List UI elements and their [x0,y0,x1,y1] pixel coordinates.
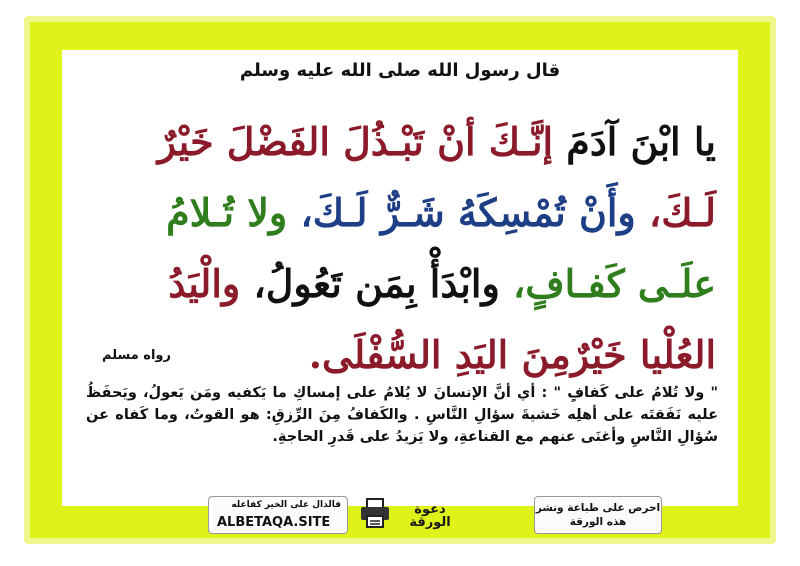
hadith-line [92,319,716,390]
hadith-segment: والْيَدُ [168,261,241,306]
site-box[interactable] [208,496,348,534]
printer-icon [358,496,392,530]
hadith-segment: مِنَ اليَدِ السُّفْلَى. [308,332,571,377]
hadith-segment: يا ابْنَ آدَمَ [553,119,716,164]
site-tagline: فالدال على الخير كفاعله [231,500,341,510]
content-card [62,50,738,506]
hadith-segment: وابْدَأْ بِمَن تَعُولُ، [240,261,500,306]
hadith-segment: وأَنْ تُمْسِكَهُ شَـرٌّ لَـكَ، [287,190,636,235]
page-title: قال رسول الله صلى الله عليه وسلم [239,60,561,81]
hadith-segment: لَـكَ، [635,190,716,235]
hadith-line [92,248,716,319]
hadith-line [92,177,716,248]
print-note: احرص على طباعة ونشر هذه الورقة [534,496,662,534]
hadith-segment: إنَّـكَ أنْ تَبْـذُلَ الفَضْلَ خَيْرٌ [157,119,554,164]
hadith-segment: العُلْيا خَيْرٌ [570,332,716,377]
narrator-label: رواه مسلم [102,348,171,363]
hadith-segment: ولا تُـلامُ [166,190,288,235]
hadith-segment: علَـى كَفـافٍ، [499,261,716,306]
site-link[interactable]: ALBETAQA.SITE [217,515,331,530]
hadith-text [92,106,716,390]
hadith-line [92,106,716,177]
explanation-text: " ولا تُلامُ على كَفافٍ " : أي أنَّ الإنسانَ لا يُلامُ على إمساكِ ما يَكفيه ومَن يَعولُ، ويَحفَظُ عليه نَفَقتَه على أهلِه خَشيةَ سؤالِ النَّاسِ . والكَفافُ مِنَ الرِّزقِ: هو القوتُ، وما كَفاه عن سُؤالِ النَّاسِ وأغنَى عنهم مع القناعةِ، ولا يَزيدُ على قَدرِ الحاجةِ. [86,385,718,445]
logo: دعوة الورقة [409,502,451,530]
